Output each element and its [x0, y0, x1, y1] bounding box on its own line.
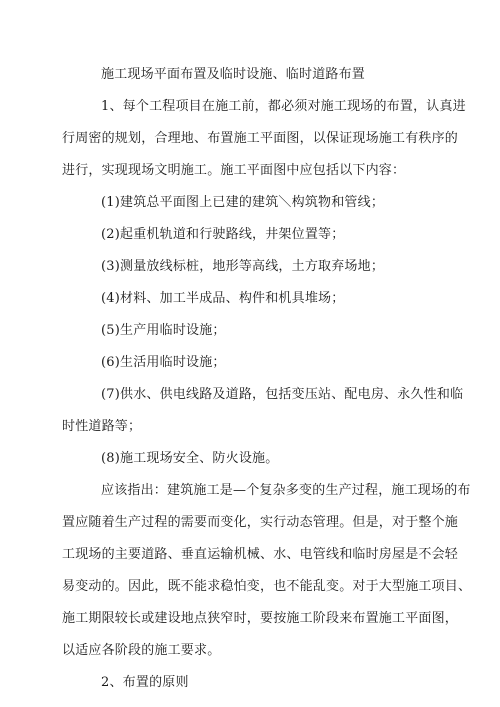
- list-item: (8)施工现场安全、防火设施。: [101, 451, 279, 466]
- paragraph-line: 1、每个工程项目在施工前，都必须对施工现场的布置，认真进: [101, 99, 466, 114]
- list-item: (4)材料、加工半成品、构件和机具堆场；: [101, 291, 345, 306]
- paragraph-line: 应该指出：建筑施工是—个复杂多变的生产过程，施工现场的布: [101, 483, 471, 498]
- list-item: (7)供水、供电线路及道路，包括变压站、配电房、永久性和临: [101, 387, 464, 402]
- section-heading: 2、布置的原则: [101, 675, 189, 690]
- paragraph-line: 易变动的。因此，既不能求稳怕变，也不能乱变。对于大型施工项目、: [62, 579, 472, 594]
- list-item-continuation: 时性道路等；: [62, 419, 142, 434]
- paragraph-line: 工现场的主要道路、垂直运输机械、水、电管线和临时房屋是不会轻: [62, 547, 459, 562]
- paragraph-line: 以适应各阶段的施工要求。: [62, 643, 221, 658]
- paragraph-line: 置应随着生产过程的需要而变化，实行动态管理。但是，对于整个施: [62, 515, 459, 530]
- list-item: (6)生活用临时设施；: [101, 355, 226, 370]
- list-item: (3)测量放线标桩，地形等高线，土方取弃场地；: [101, 259, 385, 274]
- document-title: 施工现场平面布置及临时设施、临时道路布置: [101, 67, 366, 82]
- paragraph-line: 进行，实现现场文明施工。施工平面图中应包括以下内容：: [62, 163, 406, 178]
- list-item: (2)起重机轨道和行驶路线，井架位置等；: [101, 227, 345, 242]
- list-item: (5)生产用临时设施；: [101, 323, 226, 338]
- list-item: (1)建筑总平面图上已建的建筑＼构筑物和管线；: [101, 195, 385, 210]
- paragraph-line: 施工期限较长或建设地点狭窄时，要按施工阶段来布置施工平面图，: [62, 611, 459, 626]
- paragraph-line: 行周密的规划，合理地、布置施工平面图，以保证现场施工有秩序的: [62, 131, 459, 146]
